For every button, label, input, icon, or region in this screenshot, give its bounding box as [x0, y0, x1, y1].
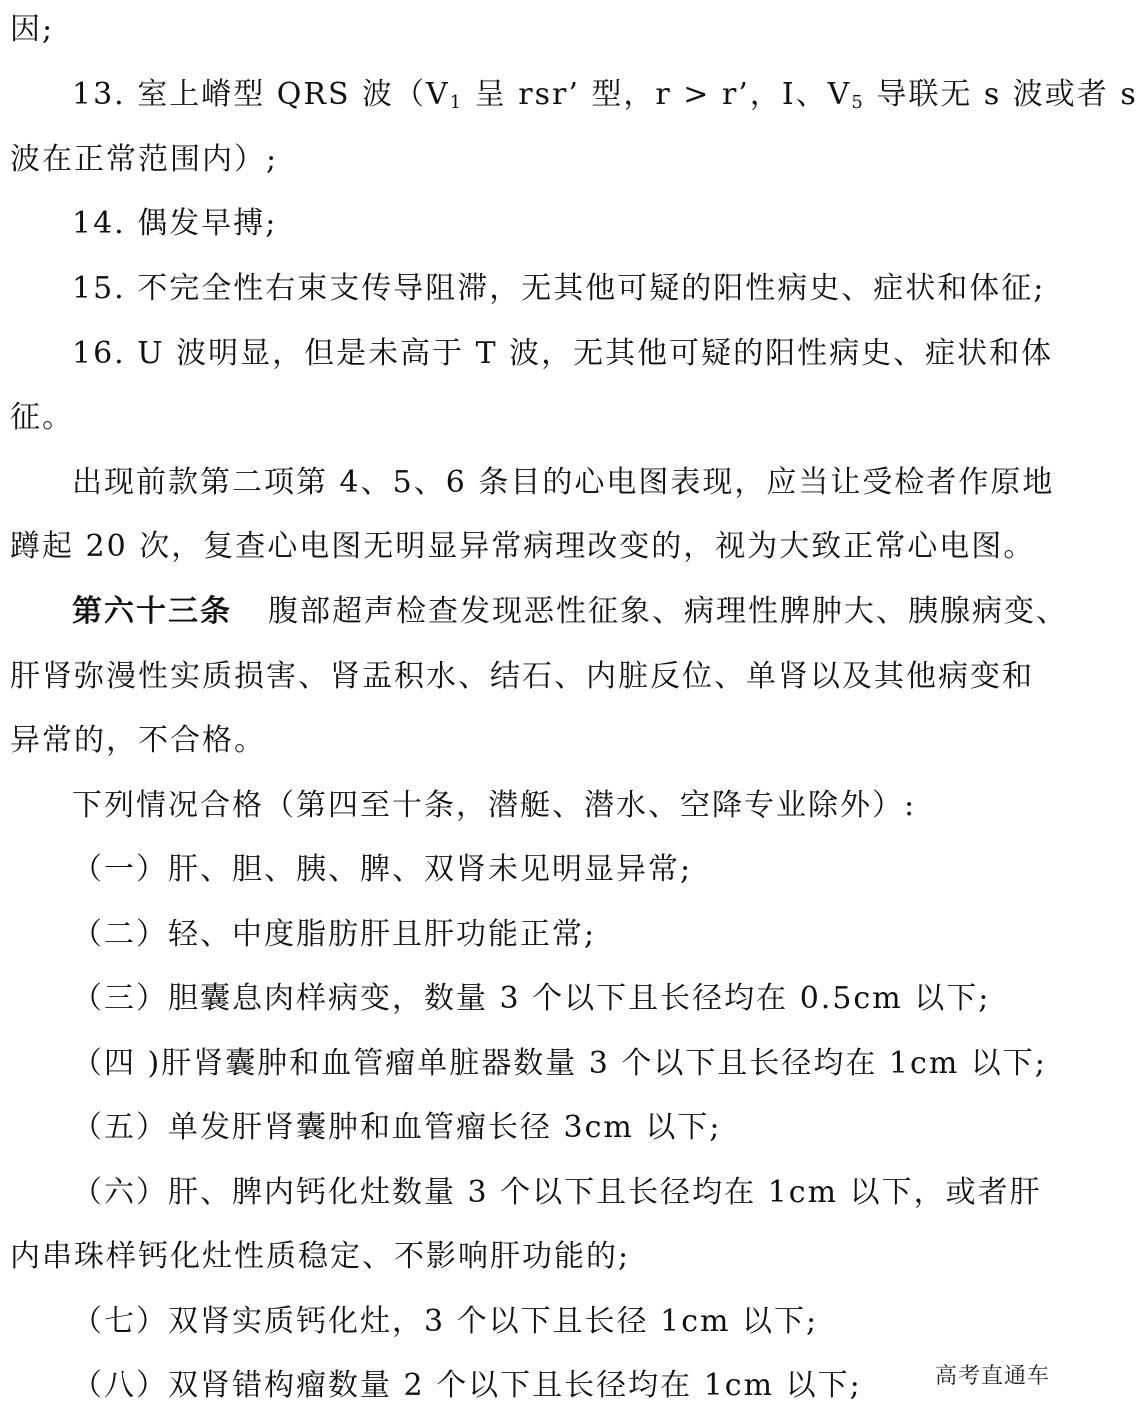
subscript-5: 5 — [851, 92, 865, 113]
list-item: （六）肝、脾内钙化灶数量 3 个以下且长径均在 1cm 以下，或者肝 — [72, 1175, 1042, 1210]
text-line: 肝肾弥漫性实质损害、肾盂积水、结石、内脏反位、单肾以及其他病变和 — [10, 659, 1034, 694]
article-63-line — [72, 592, 1132, 632]
list-item: （三）胆囊息肉样病变，数量 3 个以下且长径均在 0.5cm 以下; — [72, 981, 991, 1016]
text-line: 波在正常范围内）; — [10, 142, 279, 177]
item-14-line: 14. 偶发早搏; — [72, 206, 278, 241]
list-item: （一）肝、胆、胰、脾、双肾未见明显异常; — [72, 852, 693, 887]
item-16-line: 16. U 波明显，但是未高于 T 波，无其他可疑的阳性病史、症状和体 — [72, 336, 1054, 371]
subscript-1: 1 — [449, 92, 464, 113]
list-item: （八）双肾错构瘤数量 2 个以下且长径均在 1cm 以下; — [72, 1368, 862, 1403]
item-13-line — [72, 75, 1138, 115]
article-63-text: 腹部超声检查发现恶性征象、病理性脾肿大、胰腺病变、 — [268, 594, 1068, 629]
list-item: （二）轻、中度脂肪肝且肝功能正常; — [72, 917, 597, 952]
article-heading: 第六十三条 — [72, 594, 232, 629]
item-13-start: 13. 室上嵴型 QRS 波（V — [72, 77, 450, 112]
watermark-text: 高考直通车 — [934, 1364, 1050, 1389]
text-line: 蹲起 20 次，复查心电图无明显异常病理改变的，视为大致正常心电图。 — [10, 529, 1036, 564]
item-13-end: 导联无 s 波或者 s — [864, 77, 1138, 112]
item-13-mid: 呈 rsr’ 型，r > r’，I、V — [463, 77, 852, 112]
list-item: （四 )肝肾囊肿和血管瘤单脏器数量 3 个以下且长径均在 1cm 以下; — [72, 1046, 1047, 1081]
text-line: 因; — [10, 12, 55, 47]
text-line: 征。 — [10, 400, 74, 435]
item-15-line: 15. 不完全性右束支传导阻滞，无其他可疑的阳性病史、症状和体征; — [72, 271, 1046, 306]
list-item: （五）单发肝肾囊肿和血管瘤长径 3cm 以下; — [72, 1110, 722, 1145]
text-line: 异常的，不合格。 — [10, 723, 266, 758]
paragraph-line: 出现前款第二项第 4、5、6 条目的心电图表现，应当让受检者作原地 — [72, 465, 1055, 500]
list-item: （七）双肾实质钙化灶，3 个以下且长径 1cm 以下; — [72, 1304, 819, 1339]
paragraph-line: 下列情况合格（第四至十条，潜艇、潜水、空降专业除外）: — [72, 788, 917, 823]
text-line: 内串珠样钙化灶性质稳定、不影响肝功能的; — [10, 1239, 631, 1274]
